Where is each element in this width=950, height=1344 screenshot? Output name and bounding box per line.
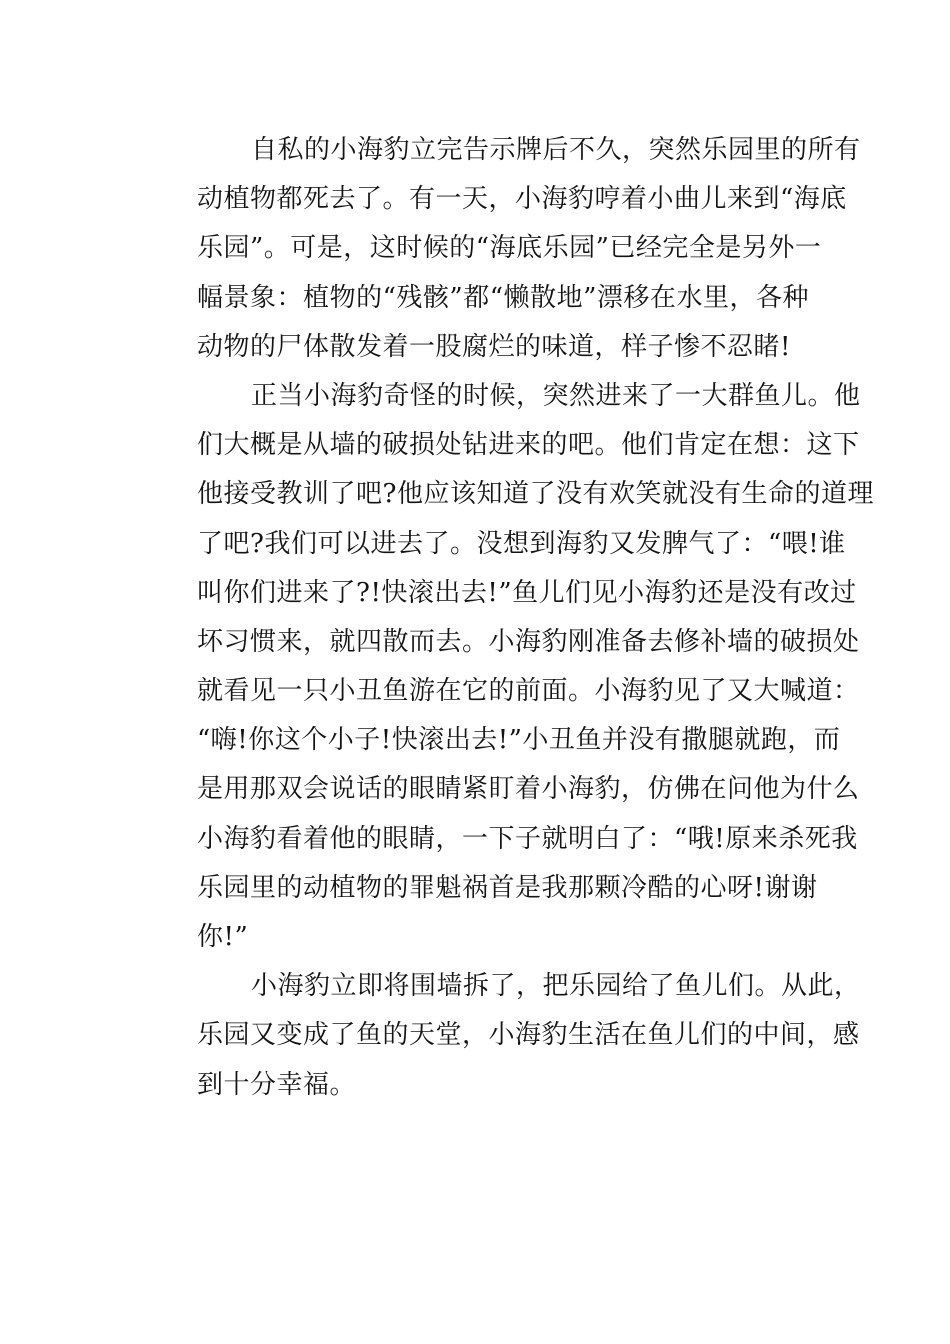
text-line: 是用那双会说话的眼睛紧盯着小海豹，仿佛在问他为什么 [197,774,860,805]
text-line: 小海豹立即将围墙拆了，把乐园给了鱼儿们。从此， [251,971,861,1002]
text-line: 了吧?我们可以进去了。没想到海豹又发脾气了：“喂!谁 [197,528,846,559]
text-line: 坏习惯来，就四散而去。小海豹刚准备去修补墙的破损处 [197,626,860,657]
text-line: “嗨!你这个小子!快滚出去!”小丑鱼并没有撒腿就跑，而 [197,725,841,756]
text-line: 幅景象：植物的“残骸”都“懒散地”漂移在水里，各种 [197,282,809,313]
text-line: 小海豹看着他的眼睛，一下子就明白了：“哦!原来杀死我 [197,823,858,854]
paragraph-1 [145,126,861,372]
text-line: 乐园又变成了鱼的天堂，小海豹生活在鱼儿们的中间，感 [197,1020,860,1051]
text-line: 正当小海豹奇怪的时候，突然进来了一大群鱼儿。他 [251,380,861,411]
paragraph-3 [145,962,861,1110]
text-line: 乐园里的动植物的罪魁祸首是我那颗冷酷的心呀!谢谢 [197,872,818,903]
paragraph-2 [145,372,874,962]
text-line: 叫你们进来了?!快滚出去!”鱼儿们见小海豹还是没有改过 [197,577,857,608]
text-line: 自私的小海豹立完告示牌后不久，突然乐园里的所有 [251,135,861,165]
text-line: 他接受教训了吧?他应该知道了没有欢笑就没有生命的道理 [197,479,874,510]
text-line: 就看见一只小丑鱼游在它的前面。小海豹见了又大喊道： [197,676,860,707]
text-line: 乐园”。可是，这时候的“海底乐园”已经完全是另外一 [197,233,822,264]
text-line: 动物的尸体散发着一股腐烂的味道，样子惨不忍睹! [197,331,791,362]
text-line: 们大概是从墙的破损处钻进来的吧。他们肯定在想：这下 [197,430,860,461]
story-text [145,126,874,1110]
text-line: 你!” [197,922,249,952]
text-line: 到十分幸福。 [197,1069,357,1100]
text-line: 动植物都死去了。有一天，小海豹哼着小曲儿来到“海底 [197,184,847,215]
